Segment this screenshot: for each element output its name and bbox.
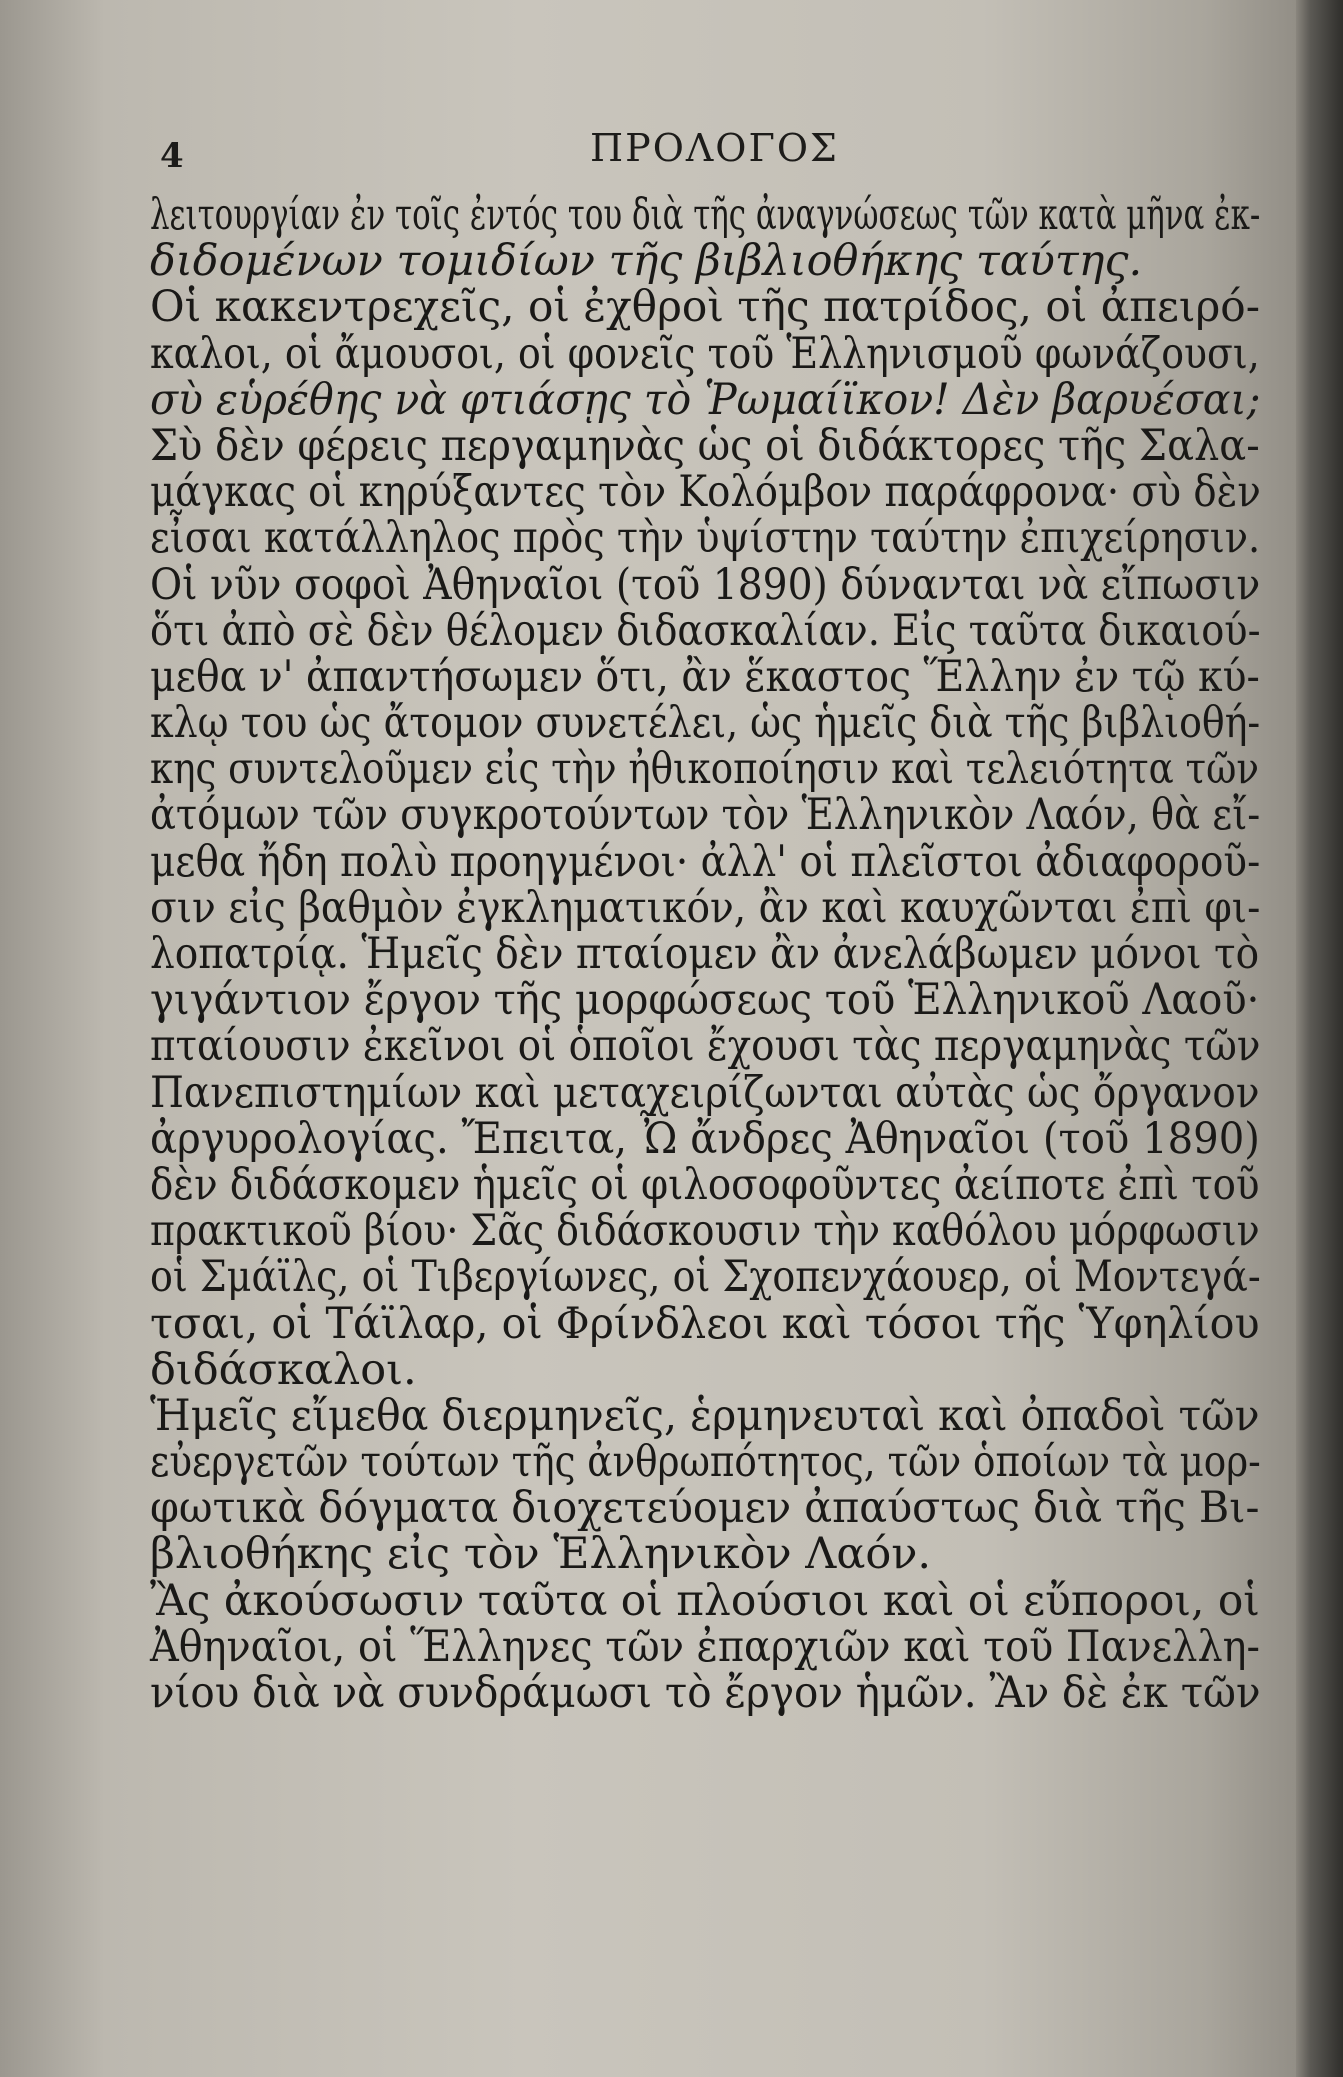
text-line: βλιοθήκης εἰς τὸν Ἑλληνικὸν Λαόν. — [150, 1529, 932, 1580]
text-line: ἀργυρολογίας. Ἔπειτα, Ὦ ἄνδρες Ἀθηναῖοι (τοῦ 1890) — [150, 1113, 1260, 1164]
text-line: λοπατρίᾳ. Ἡμεῖς δὲν πταίομεν ἂν ἀνελάβωμεν μόνοι τὸ — [150, 929, 1260, 979]
text-line: κης συντελοῦμεν εἰς τὴν ἠθικοποίησιν καὶ τελειότητα τῶν — [150, 744, 1259, 795]
text-line: καλοι, οἱ ἄμουσοι, οἱ φονεῖς τοῦ Ἑλληνισμοῦ φωνάζουσι, — [150, 328, 1260, 379]
page-edge-shadow — [1296, 0, 1343, 2077]
text-line: Ἂς ἀκούσωσιν ταῦτα οἱ πλούσιοι καὶ οἱ εὔποροι, οἱ — [150, 1575, 1260, 1626]
text-line: φωτικὰ δόγματα διοχετεύομεν ἀπαύστως διὰ τῆς Βι- — [150, 1483, 1260, 1534]
text-line: κλῳ του ὡς ἄτομον συνετέλει, ὡς ἡμεῖς διὰ τῆς βιβλιοθή- — [150, 698, 1261, 749]
text-line: μεθα ν' ἀπαντήσωμεν ὅτι, ἂν ἕκαστος Ἕλλην ἐν τῷ κύ- — [150, 651, 1260, 702]
text-line: Ἀθηναῖοι, οἱ Ἕλληνες τῶν ἐπαρχιῶν καὶ τοῦ Πανελλη- — [150, 1621, 1260, 1672]
text-line: σὺ εὑρέθης νὰ φτιάσῃς τὸ Ῥωμαίϊκον! Δὲν βαρυέσαι; — [150, 374, 1261, 425]
text-line: διδομένων τομιδίων τῆς βιβλιοθήκης ταύτης. — [150, 236, 1143, 287]
body-text — [150, 192, 1260, 1716]
text-line: Οἱ νῦν σοφοὶ Ἀθηναῖοι (τοῦ 1890) δύνανται νὰ εἴπωσιν — [150, 559, 1261, 610]
text-line: εὐεργετῶν τούτων τῆς ἀνθρωπότητος, τῶν ὁποίων τὰ μορ- — [150, 1437, 1261, 1488]
text-line: Ἡμεῖς εἴμεθα διερμηνεῖς, ἑρμηνευταὶ καὶ ὀπαδοὶ τῶν — [150, 1390, 1260, 1441]
text-line: ἀτόμων τῶν συγκροτούντων τὸν Ἑλληνικὸν Λαόν, θὰ εἴ- — [150, 790, 1261, 841]
text-line: Οἱ κακεντρεχεῖς, οἱ ἐχθροὶ τῆς πατρίδος, οἱ ἀπειρό- — [150, 282, 1261, 333]
text-line: νίου διὰ νὰ συνδράμωσι τὸ ἔργον ἡμῶν. Ἂν δὲ ἐκ τῶν — [150, 1668, 1261, 1718]
text-line: εἶσαι κατάλληλος πρὸς τὴν ὑψίστην ταύτην ἐπιχείρησιν. — [150, 513, 1261, 564]
text-line: διδάσκαλοι. — [150, 1344, 417, 1395]
text-line: μάγκας οἱ κηρύξαντες τὸν Κολόμβον παράφρονα· σὺ δὲν — [150, 467, 1261, 518]
text-line: πταίουσιν ἐκεῖνοι οἱ ὁποῖοι ἔχουσι τὰς περγαμηνὰς τῶν — [150, 1021, 1261, 1072]
text-line: γιγάντιον ἔργον τῆς μορφώσεως τοῦ Ἑλληνικοῦ Λαοῦ· — [150, 975, 1260, 1026]
text-line: δὲν διδάσκομεν ἡμεῖς οἱ φιλοσοφοῦντες ἀείποτε ἐπὶ τοῦ — [150, 1159, 1260, 1210]
text-line: ὅτι ἀπὸ σὲ δὲν θέλομεν διδασκαλίαν. Εἰς ταῦτα δικαιού- — [150, 605, 1261, 656]
page-number: 4 — [160, 136, 184, 176]
text-line: Πανεπιστημίων καὶ μεταχειρίζωνται αὐτὰς ὡς ὄργανον — [150, 1067, 1260, 1118]
running-head: ΠΡΟΛΟΓΟΣ — [590, 126, 839, 170]
page-header — [0, 118, 1310, 178]
text-line: τσαι, οἱ Τάϊλαρ, οἱ Φρίνδλεοι καὶ τόσοι τῆς Ὑφηλίου — [150, 1298, 1260, 1349]
text-line: Σὺ δὲν φέρεις περγαμηνὰς ὡς οἱ διδάκτορες τῆς Σαλα- — [150, 420, 1260, 471]
text-line: οἱ Σμάϊλς, οἱ Τιβεργίωνες, οἱ Σχοπενχάουερ, οἱ Μοντεγά- — [150, 1252, 1261, 1303]
text-line: μεθα ἤδη πολὺ προηγμένοι· ἀλλ' οἱ πλεῖστοι ἀδιαφοροῦ- — [150, 836, 1261, 887]
text-line: σιν εἰς βαθμὸν ἐγκληματικόν, ἂν καὶ καυχῶνται ἐπὶ φι- — [150, 882, 1261, 933]
text-line: πρακτικοῦ βίου· Σᾶς διδάσκουσιν τὴν καθόλου μόρφωσιν — [150, 1206, 1260, 1257]
text-line: λειτουργίαν ἐν τοῖς ἐντός του διὰ τῆς ἀναγνώσεως τῶν κατὰ μῆνα ἐκ- — [150, 190, 1261, 240]
